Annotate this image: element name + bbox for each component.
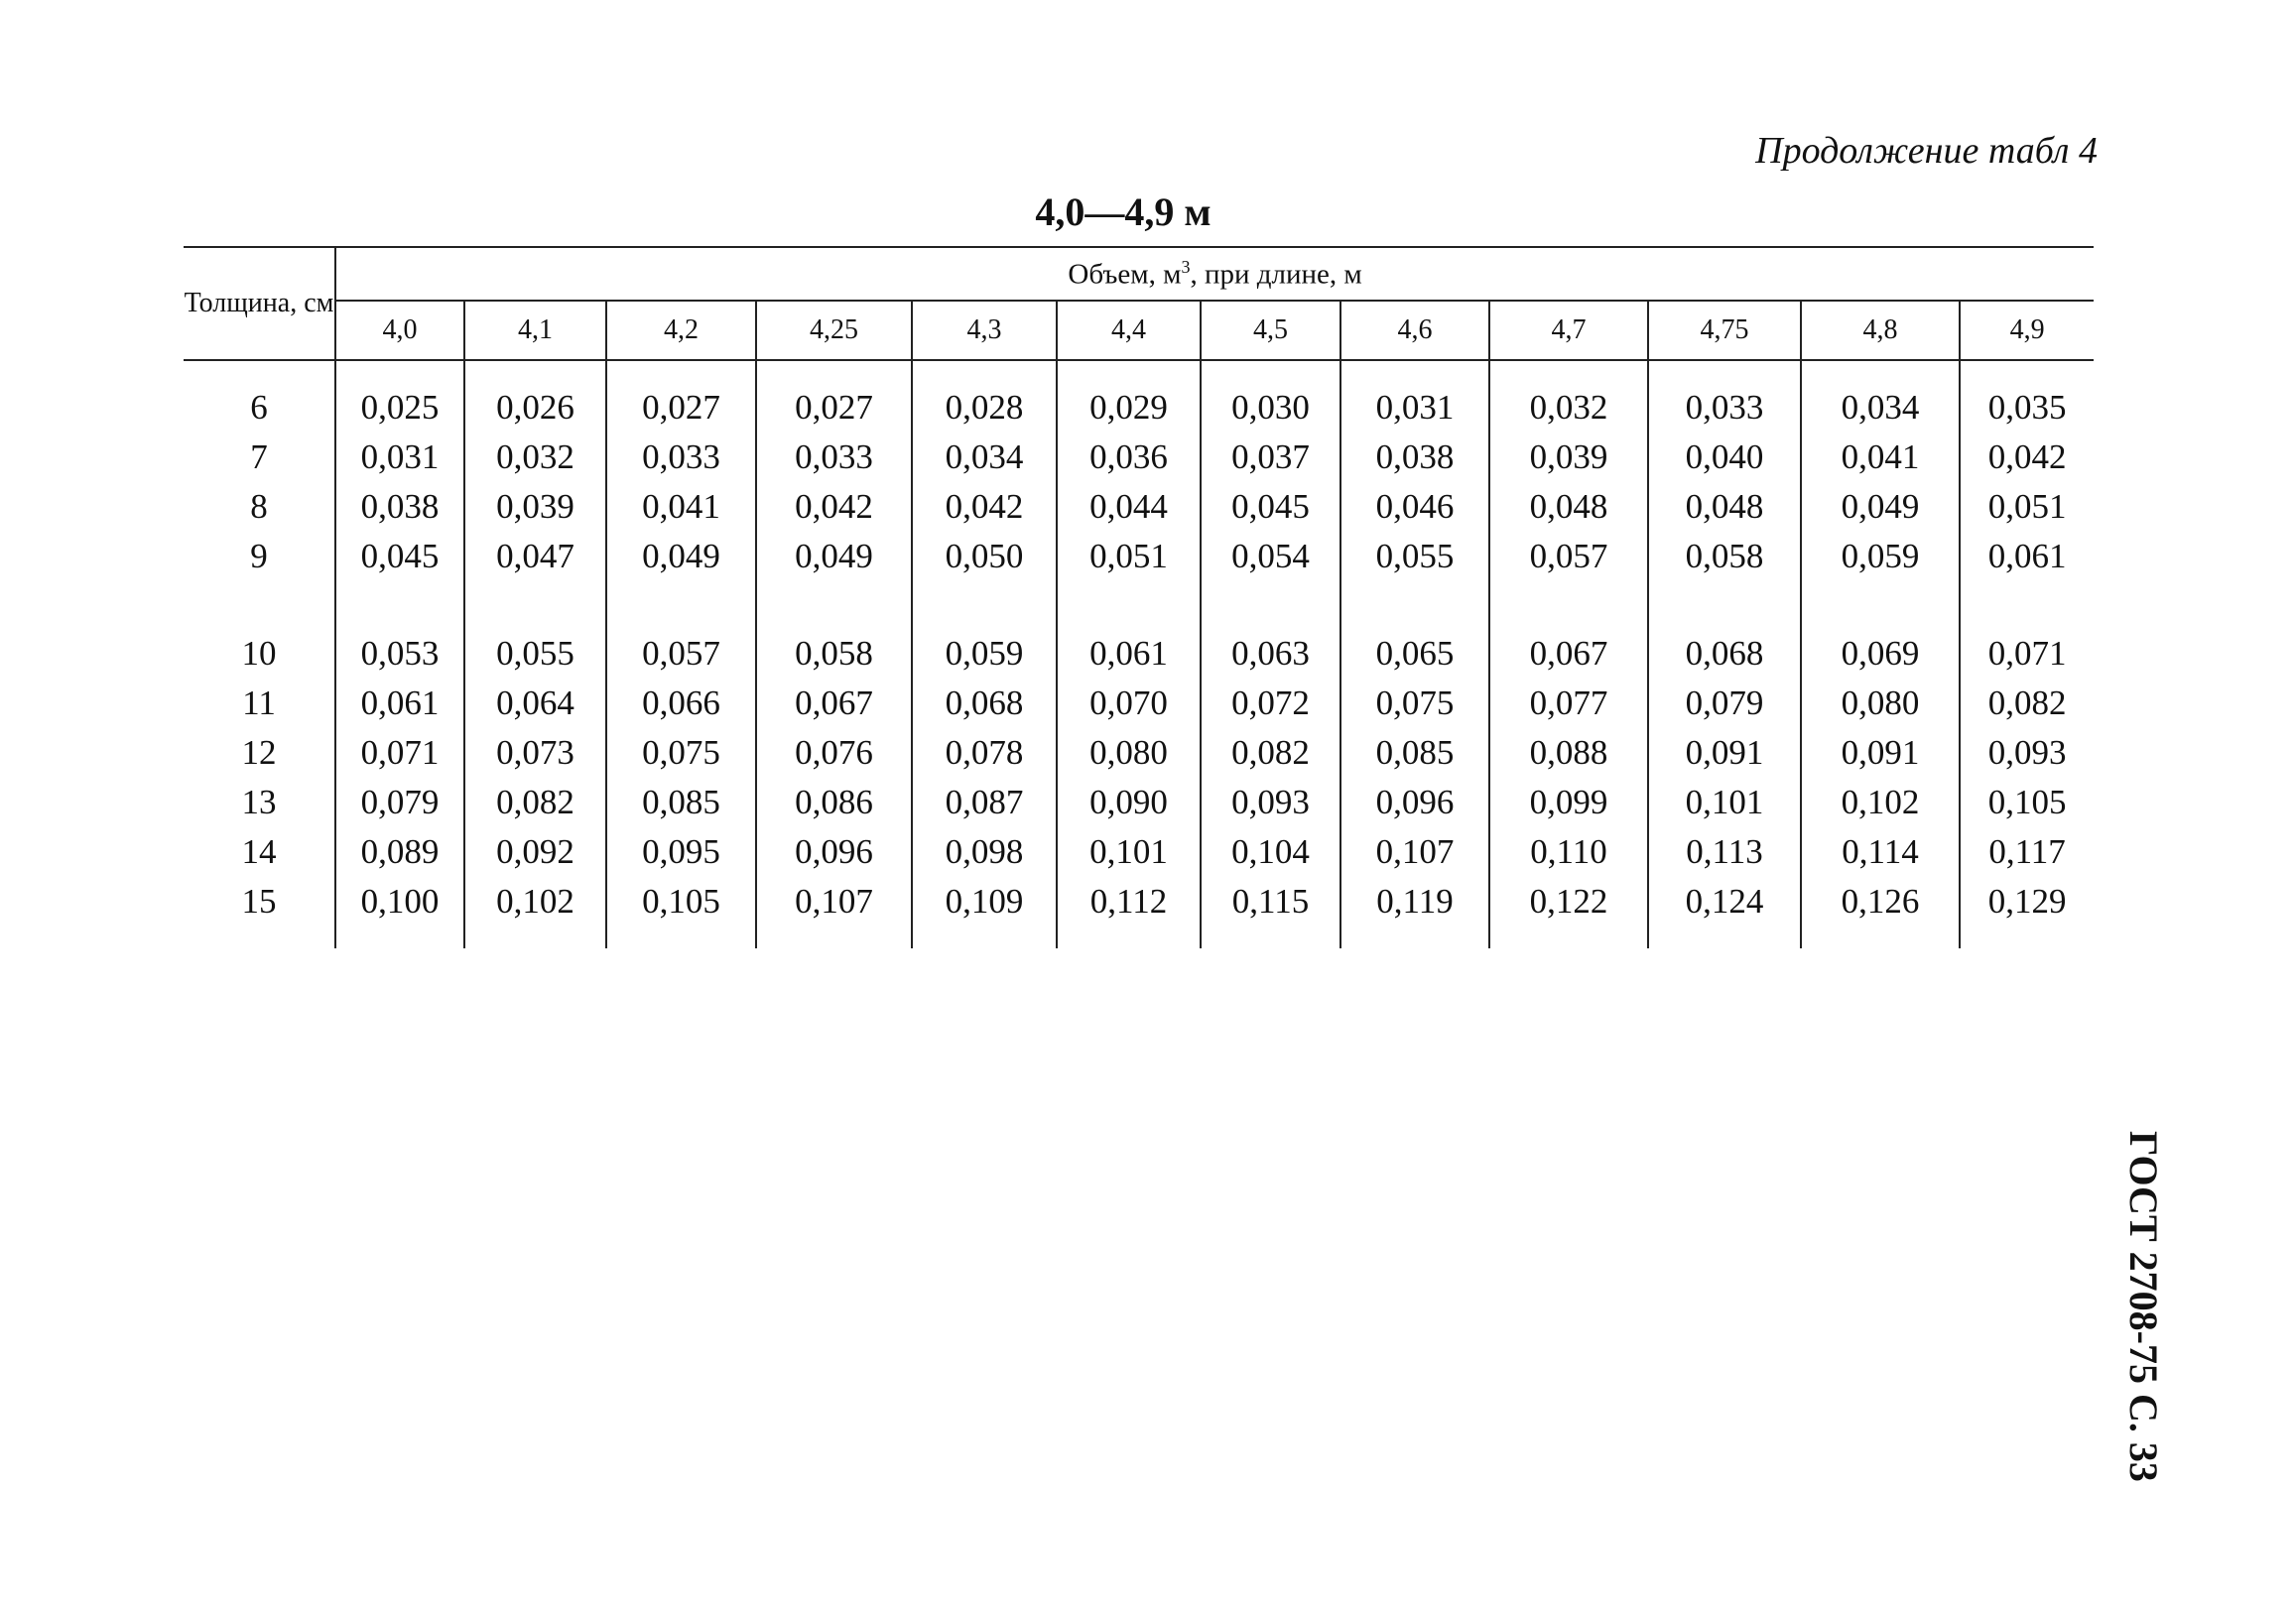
volume-cell: 0,115 [1201, 877, 1340, 927]
volume-cell: 0,119 [1340, 877, 1489, 927]
volume-cell: 0,091 [1648, 728, 1801, 778]
volume-cell: 0,093 [1987, 733, 2067, 772]
volume-cell: 0,071 [335, 728, 464, 778]
volume-cell: 0,105 [1987, 783, 2067, 821]
volume-cell: 0,068 [912, 679, 1057, 728]
spacer-row [184, 360, 2094, 383]
volume-cell: 0,069 [1801, 629, 1960, 679]
volume-cell: 0,053 [335, 629, 464, 679]
volume-cell: 0,070 [1057, 679, 1201, 728]
volume-cell: 0,044 [1057, 482, 1201, 532]
volume-cell: 0,095 [606, 827, 756, 877]
volume-cell: 0,032 [1489, 383, 1648, 433]
volume-cell: 0,100 [335, 877, 464, 927]
volume-table [184, 246, 2094, 948]
volume-cell: 0,105 [606, 877, 756, 927]
volume-cell: 0,059 [912, 629, 1057, 679]
volume-cell: 0,028 [912, 383, 1057, 433]
volume-cell: 0,030 [1201, 383, 1340, 433]
volume-cell: 0,059 [1801, 532, 1960, 581]
volume-cell: 0,080 [1057, 728, 1201, 778]
volume-cell: 0,066 [606, 679, 756, 728]
volume-cell: 0,082 [1201, 728, 1340, 778]
volume-cell: 0,039 [1489, 433, 1648, 482]
volume-cell: 0,054 [1201, 532, 1340, 581]
volume-cell: 0,085 [1340, 728, 1489, 778]
volume-cell: 0,031 [335, 433, 464, 482]
length-header-cell: 4,5 [1201, 301, 1340, 360]
volume-cell: 0,102 [1801, 778, 1960, 827]
volume-cell: 0,067 [756, 679, 912, 728]
volume-cell: 0,122 [1489, 877, 1648, 927]
length-header-cell: 4,75 [1648, 301, 1801, 360]
volume-cell: 0,042 [756, 482, 912, 532]
volume-cell: 0,099 [1489, 778, 1648, 827]
volume-cell: 0,076 [756, 728, 912, 778]
volume-cell: 0,090 [1057, 778, 1201, 827]
volume-cell: 0,049 [606, 532, 756, 581]
volume-cell: 0,075 [606, 728, 756, 778]
volume-cell: 0,082 [1987, 683, 2067, 722]
thickness-cell: 7 [184, 433, 335, 482]
thickness-cell: 6 [184, 383, 335, 433]
volume-cell: 0,048 [1648, 482, 1801, 532]
volume-cell: 0,027 [756, 383, 912, 433]
section-title [0, 188, 2296, 235]
volume-cell: 0,041 [1801, 433, 1960, 482]
volume-cell: 0,089 [335, 827, 464, 877]
table-row [184, 728, 2094, 778]
volume-cell: 0,064 [464, 679, 606, 728]
volume-cell: 0,109 [912, 877, 1057, 927]
volume-cell: 0,086 [756, 778, 912, 827]
table-row [184, 383, 2094, 433]
volume-cell: 0,061 [1987, 537, 2067, 575]
thickness-cell: 9 [184, 532, 335, 581]
volume-header: Объем, $м^3$, при длине, м [335, 247, 2094, 301]
volume-cell: 0,031 [1340, 383, 1489, 433]
volume-cell: 0,033 [1648, 383, 1801, 433]
thickness-cell: 12 [184, 728, 335, 778]
volume-cell: 0,041 [606, 482, 756, 532]
volume-cell: 0,042 [1987, 437, 2067, 476]
volume-cell: 0,096 [756, 827, 912, 877]
spacer-row [184, 581, 2094, 629]
volume-cell: 0,058 [1648, 532, 1801, 581]
volume-cell: 0,055 [464, 629, 606, 679]
table-row [184, 532, 2094, 581]
thickness-cell: 15 [184, 877, 335, 927]
volume-cell: 0,035 [1987, 388, 2067, 427]
length-header-cell: 4,6 [1340, 301, 1489, 360]
volume-cell: 0,091 [1801, 728, 1960, 778]
volume-cell: 0,039 [464, 482, 606, 532]
section-title-text: 4,0—4,9 м [1035, 189, 1212, 234]
volume-cell: 0,063 [1201, 629, 1340, 679]
length-header-cell: 4,3 [912, 301, 1057, 360]
length-header-cell: 4,2 [606, 301, 756, 360]
volume-cell: 0,067 [1489, 629, 1648, 679]
side-footer-label: ГОСТ 2708-75 С. 33 [2121, 1131, 2166, 1482]
volume-cell: 0,124 [1648, 877, 1801, 927]
volume-cell: 0,057 [606, 629, 756, 679]
volume-cell: 0,049 [756, 532, 912, 581]
volume-cell: 0,092 [464, 827, 606, 877]
volume-cell: 0,087 [912, 778, 1057, 827]
volume-cell: 0,061 [335, 679, 464, 728]
volume-cell: 0,029 [1057, 383, 1201, 433]
volume-cell: 0,077 [1489, 679, 1648, 728]
volume-cell: 0,104 [1201, 827, 1340, 877]
volume-cell: 0,025 [335, 383, 464, 433]
length-header-cell: 4,4 [1057, 301, 1201, 360]
volume-cell: 0,051 [1057, 532, 1201, 581]
volume-cell: 0,107 [1340, 827, 1489, 877]
volume-cell: 0,048 [1489, 482, 1648, 532]
volume-cell: 0,045 [1201, 482, 1340, 532]
volume-cell: 0,117 [1988, 832, 2066, 871]
volume-cell: 0,126 [1801, 877, 1960, 927]
volume-cell: 0,026 [464, 383, 606, 433]
volume-cell: 0,080 [1801, 679, 1960, 728]
volume-cell: 0,036 [1057, 433, 1201, 482]
length-header-cell: 4,8 [1801, 301, 1960, 360]
volume-cell: 0,051 [1987, 487, 2067, 526]
volume-cell: 0,033 [606, 433, 756, 482]
volume-cell: 0,078 [912, 728, 1057, 778]
volume-cell: 0,096 [1340, 778, 1489, 827]
volume-cell: 0,055 [1340, 532, 1489, 581]
volume-cell: 0,045 [335, 532, 464, 581]
volume-cell: 0,027 [606, 383, 756, 433]
thickness-cell: 13 [184, 778, 335, 827]
volume-cell: 0,075 [1340, 679, 1489, 728]
volume-cell: 0,042 [912, 482, 1057, 532]
thickness-cell: 11 [184, 679, 335, 728]
volume-cell: 0,068 [1648, 629, 1801, 679]
volume-cell: 0,101 [1648, 778, 1801, 827]
volume-cell: 0,113 [1648, 827, 1801, 877]
length-header-cell: 4,9 [1960, 301, 2094, 360]
volume-cell: 0,079 [1648, 679, 1801, 728]
thickness-header: Толщина, см [184, 247, 335, 360]
spacer-row [184, 927, 2094, 948]
thickness-cell: 8 [184, 482, 335, 532]
table-row [184, 877, 2094, 927]
volume-cell: 0,107 [756, 877, 912, 927]
volume-cell: 0,071 [1987, 634, 2067, 673]
volume-cell: 0,058 [756, 629, 912, 679]
header-row-top [184, 247, 2094, 301]
volume-cell: 0,034 [1801, 383, 1960, 433]
volume-cell: 0,079 [335, 778, 464, 827]
volume-cell: 0,047 [464, 532, 606, 581]
table-row [184, 778, 2094, 827]
volume-cell: 0,034 [912, 433, 1057, 482]
length-header-cell: 4,25 [756, 301, 912, 360]
table-row [184, 629, 2094, 679]
volume-cell: 0,050 [912, 532, 1057, 581]
length-header-cell: 4,0 [335, 301, 464, 360]
length-header-cell: 4,7 [1489, 301, 1648, 360]
volume-cell: 0,065 [1340, 629, 1489, 679]
continuation-label: Продолжение табл 4 [1755, 130, 2098, 172]
volume-cell: 0,102 [464, 877, 606, 927]
volume-cell: 0,088 [1489, 728, 1648, 778]
thickness-cell: 10 [184, 629, 335, 679]
table-row [184, 827, 2094, 877]
table-header [184, 247, 2094, 360]
volume-cell: 0,129 [1987, 882, 2067, 921]
thickness-cell: 14 [184, 827, 335, 877]
table-body [184, 360, 2094, 948]
volume-cell: 0,110 [1489, 827, 1648, 877]
table-row [184, 679, 2094, 728]
cubic-superscript: 3 [1181, 256, 1191, 277]
volume-cell: 0,101 [1057, 827, 1201, 877]
volume-cell: 0,073 [464, 728, 606, 778]
volume-cell: 0,112 [1057, 877, 1201, 927]
volume-cell: 0,098 [912, 827, 1057, 877]
table-row [184, 433, 2094, 482]
volume-cell: 0,057 [1489, 532, 1648, 581]
volume-cell: 0,082 [464, 778, 606, 827]
volume-cell: 0,033 [756, 433, 912, 482]
length-header-cell: 4,1 [464, 301, 606, 360]
volume-cell: 0,085 [606, 778, 756, 827]
volume-cell: 0,072 [1201, 679, 1340, 728]
header-row-lengths [184, 301, 2094, 360]
volume-cell: 0,093 [1201, 778, 1340, 827]
volume-cell: 0,040 [1648, 433, 1801, 482]
volume-cell: 0,038 [1340, 433, 1489, 482]
volume-cell: 0,114 [1801, 827, 1960, 877]
table-row [184, 482, 2094, 532]
volume-cell: 0,061 [1057, 629, 1201, 679]
volume-cell: 0,037 [1201, 433, 1340, 482]
volume-cell: 0,046 [1340, 482, 1489, 532]
volume-cell: 0,038 [335, 482, 464, 532]
volume-cell: 0,049 [1801, 482, 1960, 532]
volume-cell: 0,032 [464, 433, 606, 482]
